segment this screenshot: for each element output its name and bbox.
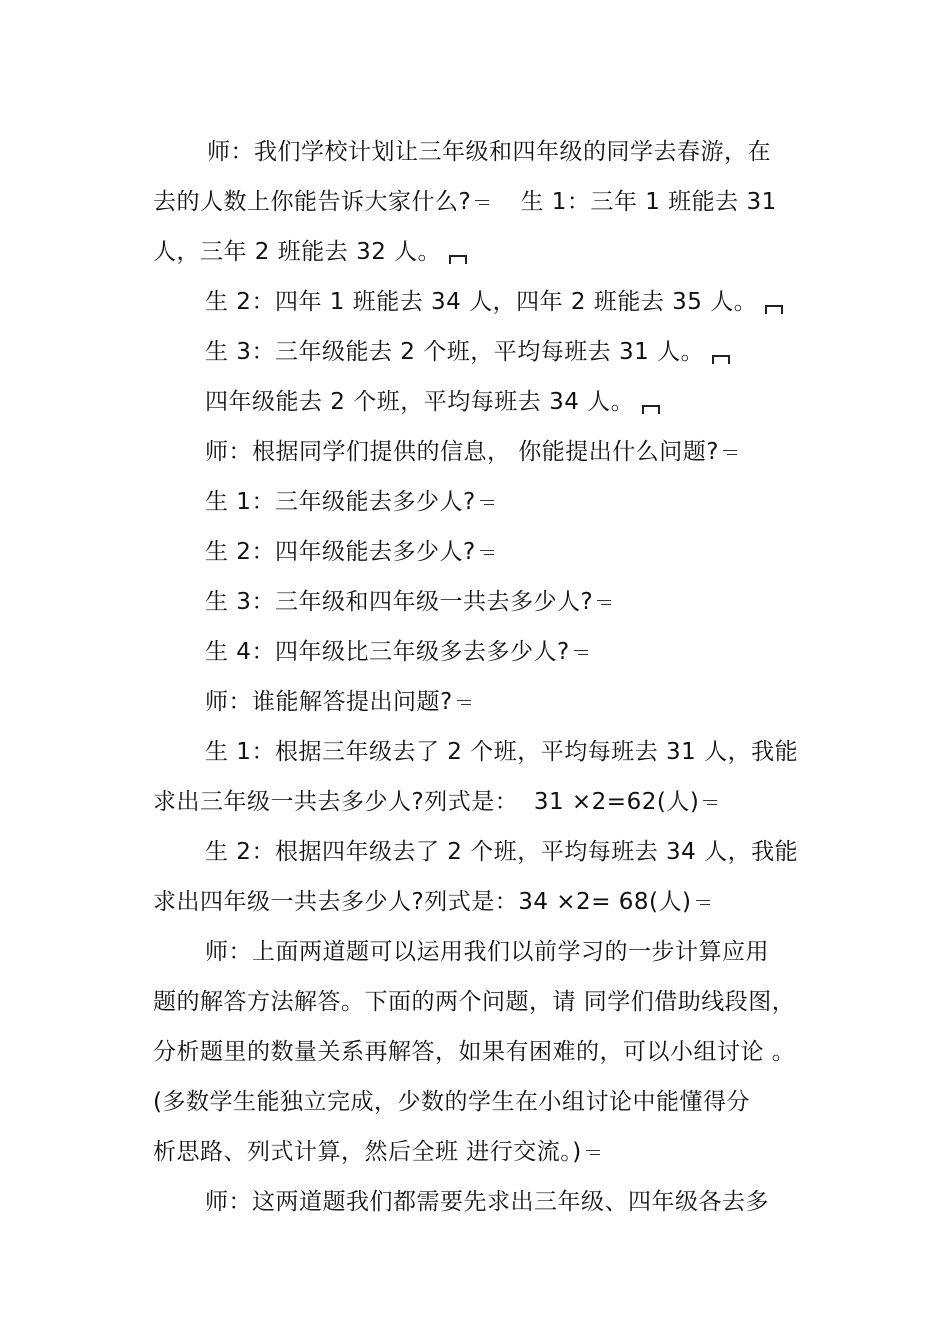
paragraph-mark-icon [480,498,494,508]
text-line-7: 师：根据同学们提供的信息， 你能提出什么问题? [205,437,737,467]
text-line-17: 师：上面两道题可以运用我们以前学习的一步计算应用 [205,939,769,965]
paragraph-mark-icon [597,598,611,608]
text-line-21: 析思路、列式计算，然后全班 进行交流。) [153,1137,600,1167]
text-line-5: 生 3：三年级能去 2 个班，平均每班去 31 人。 [205,337,730,367]
text-line-9: 生 2：四年级能去多少人? [205,537,494,567]
paragraph-mark-icon [703,798,717,808]
paragraph-mark-icon [696,898,710,908]
text-line-3: 人，三年 2 班能去 32 人。 [153,237,467,267]
paragraph-mark-icon [457,698,471,708]
paragraph-mark-icon [574,648,588,658]
paragraph-mark-icon [475,198,489,208]
text-line-16: 求出四年级一共去多少人?列式是：34 ×2= 68(人) [153,887,710,917]
text-line-2: 去的人数上你能告诉大家什么? 生 1：三年 1 班能去 31 [153,189,777,215]
text-line-11: 生 4：四年级比三年级多去多少人? [205,637,588,667]
text-line-10: 生 3：三年级和四年级一共去多少人? [205,587,611,617]
text-line-22: 师：这两道题我们都需要先求出三年级、四年级各去多 [205,1189,769,1215]
line-break-mark-icon [642,405,660,414]
text-line-19: 分析题里的数量关系再解答，如果有困难的，可以小组讨论 。 [153,1039,796,1065]
text-line-12: 师：谁能解答提出问题? [205,687,471,717]
paragraph-mark-icon [480,548,494,558]
line-break-mark-icon [449,255,467,264]
line-break-mark-icon [712,355,730,364]
text-line-18: 题的解答方法解答。下面的两个问题，请 同学们借助线段图， [153,989,796,1015]
text-line-1: 师：我们学校计划让三年级和四年级的同学去春游，在 [207,139,771,165]
paragraph-mark-icon [723,448,737,458]
line-break-mark-icon [765,305,783,314]
text-line-15: 生 2：根据四年级去了 2 个班，平均每班去 34 人，我能 [205,839,799,865]
text-line-14: 求出三年级一共去多少人?列式是： 31 ×2=62(人) [153,787,717,817]
paragraph-mark-icon [586,1148,600,1158]
text-line-8: 生 1：三年级能去多少人? [205,487,494,517]
text-line-13: 生 1：根据三年级去了 2 个班，平均每班去 31 人，我能 [205,739,799,765]
text-line-6: 四年级能去 2 个班，平均每班去 34 人。 [205,387,660,417]
text-line-4: 生 2：四年 1 班能去 34 人，四年 2 班能去 35 人。 [205,287,783,317]
text-line-20: (多数学生能独立完成，少数的学生在小组讨论中能懂得分 [153,1089,750,1115]
